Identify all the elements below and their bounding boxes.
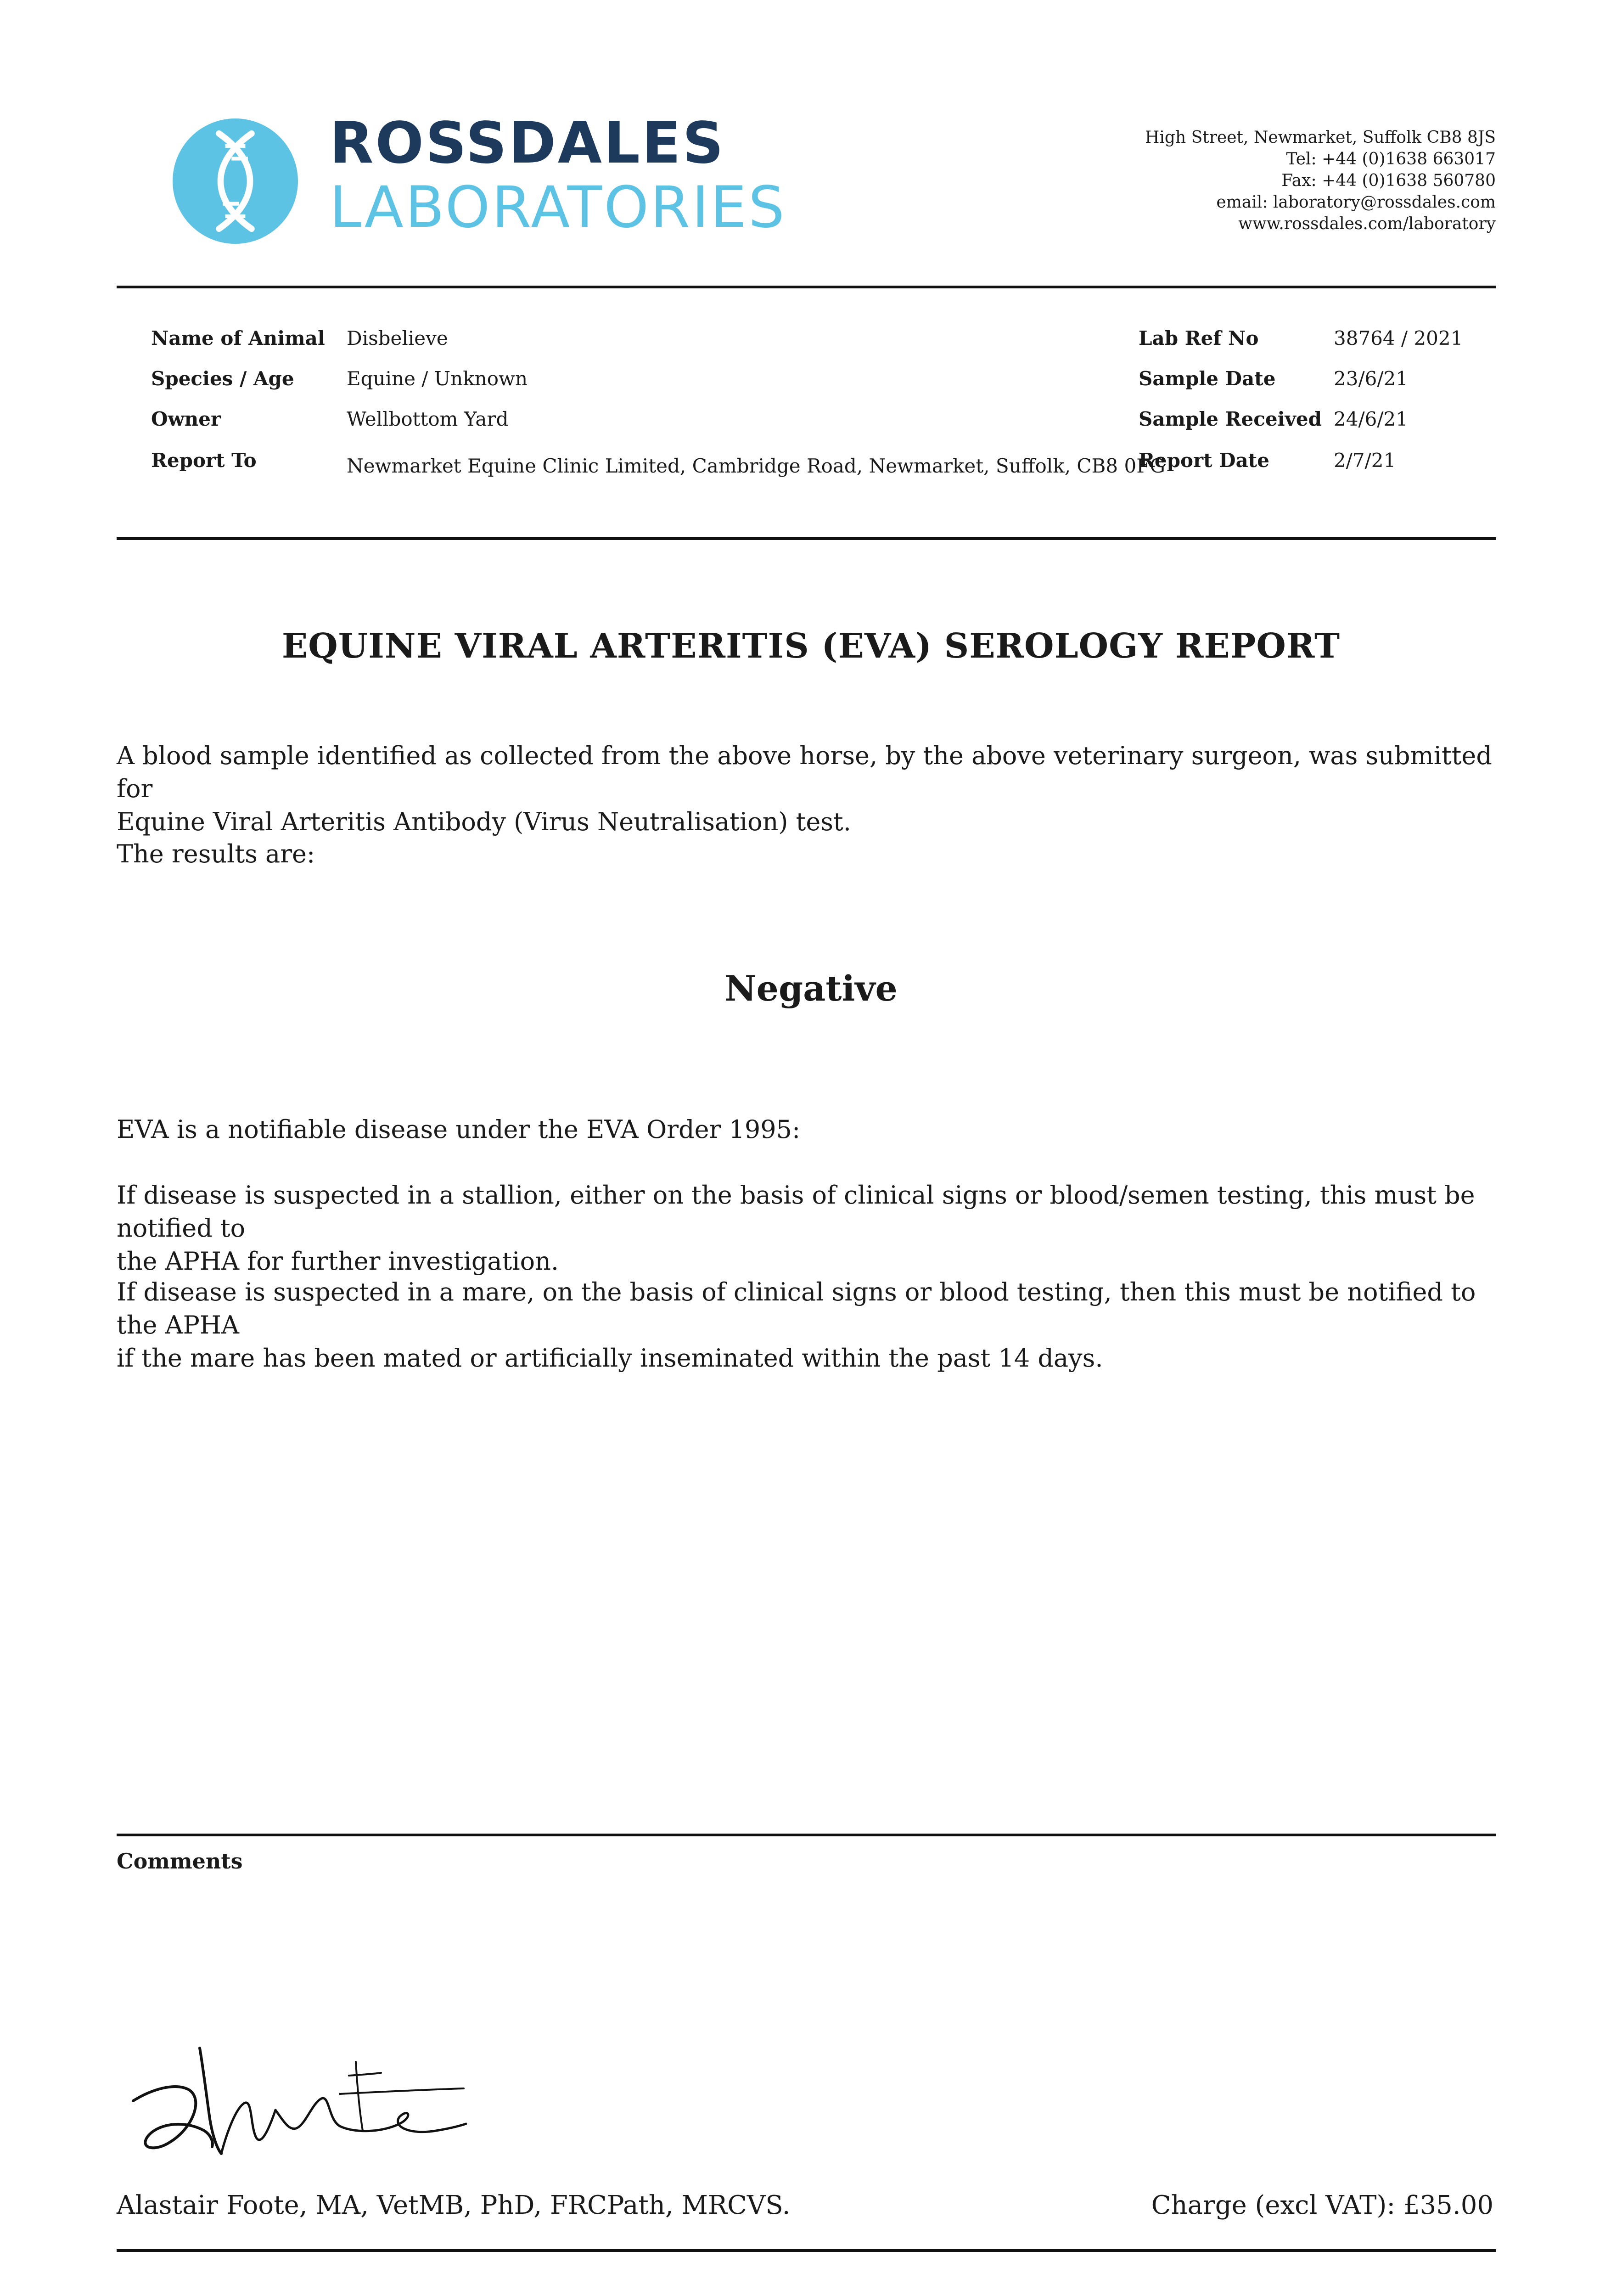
label-report-to: Report To — [151, 449, 257, 472]
lab-address — [1145, 127, 1496, 235]
charge-amount: Charge (excl VAT): £35.00 — [1151, 2190, 1493, 2220]
mare-line-1: If disease is suspected in a mare, on the basis of clinical signs or blood testing, then this must be notified to the APHA — [117, 1277, 1476, 1339]
brand-subtitle: LABORATORIES — [330, 174, 786, 241]
test-result: Negative — [724, 968, 898, 1009]
brand-name: ROSSDALES — [330, 110, 725, 176]
signatory-name: Alastair Foote, MA, VetMB, PhD, FRCPath, MRCVS. — [117, 2190, 791, 2220]
value-species-age: Equine / Unknown — [347, 367, 528, 390]
value-report-to: Newmarket Equine Clinic Limited, Cambridge Road, Newmarket, Suffolk, CB8 0FG — [347, 455, 1165, 477]
comments-divider — [117, 1834, 1496, 1836]
label-sample-received: Sample Received — [1139, 408, 1322, 430]
label-species-age: Species / Age — [151, 367, 294, 390]
address-tel: Tel: +44 (0)1638 663017 — [1286, 150, 1496, 169]
intro-paragraph — [117, 739, 1508, 838]
dna-helix-icon — [173, 118, 298, 244]
address-website[interactable]: www.rossdales.com/laboratory — [1238, 214, 1496, 233]
label-report-date: Report Date — [1139, 449, 1269, 472]
value-report-date: 2/7/21 — [1334, 449, 1396, 472]
results-intro: The results are: — [117, 839, 315, 868]
value-lab-ref-no: 38764 / 2021 — [1334, 327, 1463, 349]
info-divider — [117, 537, 1496, 540]
value-sample-received: 24/6/21 — [1334, 408, 1408, 430]
footer-divider — [117, 2249, 1496, 2252]
stallion-line-1: If disease is suspected in a stallion, either on the basis of clinical signs or blood/semen testing, this must be notified to — [117, 1181, 1475, 1243]
stallion-line-2: the APHA for further investigation. — [117, 1247, 559, 1276]
address-street: High Street, Newmarket, Suffolk CB8 8JS — [1145, 128, 1496, 147]
label-name-of-animal: Name of Animal — [151, 327, 325, 349]
mare-line-2: if the mare has been mated or artificially inseminated within the past 14 days. — [117, 1344, 1103, 1373]
notifiable-statement: EVA is a notifiable disease under the EVA Order 1995: — [117, 1115, 801, 1144]
label-owner: Owner — [151, 408, 221, 430]
address-fax: Fax: +44 (0)1638 560780 — [1281, 171, 1496, 190]
address-email[interactable]: email: laboratory@rossdales.com — [1216, 193, 1496, 212]
value-name-of-animal: Disbelieve — [347, 327, 448, 349]
value-owner: Wellbottom Yard — [347, 408, 509, 430]
value-sample-date: 23/6/21 — [1334, 367, 1408, 390]
label-sample-date: Sample Date — [1139, 367, 1276, 390]
intro-line-2: Equine Viral Arteritis Antibody (Virus Neutralisation) test. — [117, 807, 851, 836]
signature — [124, 2039, 473, 2167]
label-lab-ref-no: Lab Ref No — [1139, 327, 1259, 349]
stallion-paragraph — [117, 1179, 1508, 1278]
header-divider — [117, 286, 1496, 288]
intro-line-1: A blood sample identified as collected from the above horse, by the above veterinary surgeon, was submitted for — [117, 741, 1492, 803]
report-title: EQUINE VIRAL ARTERITIS (EVA) SEROLOGY REPORT — [281, 626, 1341, 666]
mare-paragraph — [117, 1276, 1508, 1375]
comments-label: Comments — [117, 1849, 243, 1874]
